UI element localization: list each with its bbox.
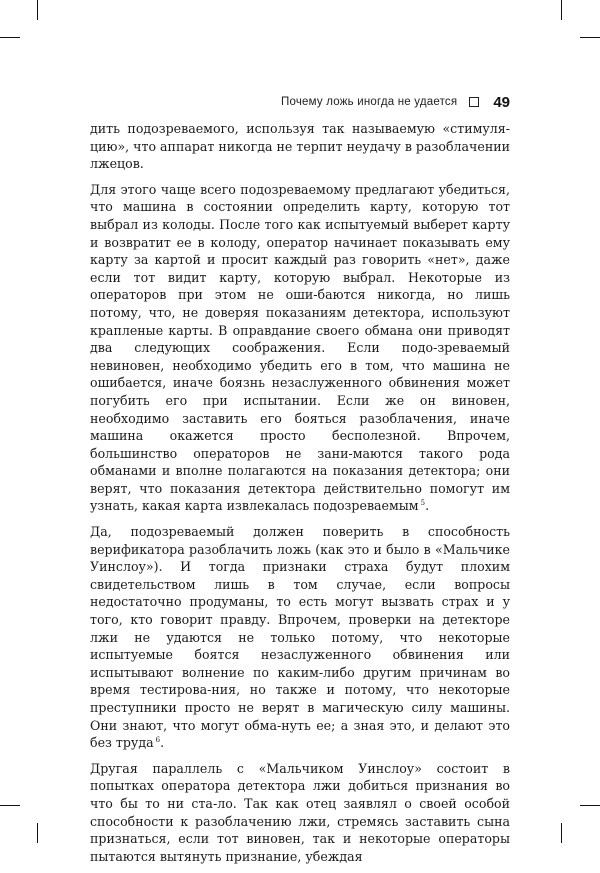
paragraph-text: Да, подозреваемый должен поверить в способность верификатора разоблачить ложь (как это и было в «Мальчике Уинслоу»). И тогда признаки страха будут плохим свидетельством лишь в том случае, если вопросы недостаточно продуманы, то есть могут вызвать страх и у того, кто говорит правду. Впрочем, проверки на детекторе лжи не удаются не только потому, что некоторые испытуемые боятся незаслуженного обвинения или испытывают волнение по каким-либо другим причинам во время тестирова-ния, но также и потому, что некоторые преступники просто не верят в магическую силу машины. Они знают, что могут обма-нуть ее; а зная это, и делают это без труда [90, 524, 510, 751]
paragraph-1 [90, 120, 510, 173]
crop-mark [0, 37, 20, 38]
crop-mark [0, 805, 20, 806]
body-text [90, 120, 510, 873]
paragraph-text: Для этого чаще всего подозреваемому предлагают убедиться, что машина в состоянии определить карту, которую тот выбрал из колоды. После того как испытуемый выберет карту и возвратит ее в колоду, оператор начинает показывать ему карту за картой и просит каждый раз говорить «нет», даже если тот видит карту, которую выбрал. Некоторые из операторов при этом не оши-баются никогда, но лишь потому, что, не доверяя показаниям детектора, используют крапленые карты. В оправдание своего обмана они приводят два следующих соображения. Если подо-зреваемый невиновен, необходимо убедить его в том, что машина не ошибается, иначе боязнь незаслуженного обвинения может погубить его при испытании. Если же он виновен, необходимо заставить его бояться разоблачения, иначе машина окажется просто бесполезной. Впрочем, большинство операторов не зани-маются такого рода обманами и вполне полагаются на показания детектора; они верят, что показания детектора действительно помогут им узнать, какая карта извлекалась подозреваемым [90, 181, 510, 514]
crop-mark [561, 823, 562, 843]
crop-mark [580, 37, 600, 38]
paragraph-3: Да, подозреваемый должен поверить в способность верификатора разоблачить ложь (как это и было в «Мальчике Уинслоу»). И тогда признаки страха будут плохим свидетельством лишь в том случае, если вопросы недостаточно продуманы, то есть могут вызвать страх и у того, кто говорит правду. Впрочем, проверки на детекторе лжи не удаются не только потому, что некоторые испытуемые боятся незаслуженного обвинения или испытывают волнение по каким-либо другим причинам во время тестирова-ния, но также и потому, что некоторые преступники просто не верят в магическую силу машины. Они знают, что могут обма-нуть ее; а зная это, и делают это без труда $^6$. [90, 524, 510, 751]
paragraph-2: Для этого чаще всего подозреваемому предлагают убедиться, что машина в состоянии определить карту, которую тот выбрал из колоды. После того как испытуемый выберет карту и возвратит ее в колоду, оператор начинает показывать ему карту за картой и просит каждый раз говорить «нет», даже если тот видит карту, которую выбрал. Некоторые из операторов при этом не оши-баются никогда, но лишь потому, что, не доверяя показаниям детектора, используют крапленые карты. В оправдание своего обмана они приводят два следующих соображения. Если подо-зреваемый невиновен, необходимо убедить его в том, что машина не ошибается, иначе боязнь незаслуженного обвинения может погубить его при испытании. Если же он виновен, необходимо заставить его бояться разоблачения, иначе машина окажется просто бесполезной. Впрочем, большинство операторов не зани-маются такого рода обманами и вполне полагаются на показания детектора; они верят, что показания детектора действительно помогут им узнать, какая карта извлекалась подозреваемым $^5$. [90, 181, 510, 514]
footnote-ref-5[interactable]: 5 [420, 499, 426, 508]
paragraph-4 [90, 760, 510, 866]
paragraph-text: Другая параллель с «Мальчиком Уинслоу» состоит в попытках оператора детектора лжи добиться признания во что бы то ни ста-ло. Так как отец заявлял о своей особой способности к разоблачению лжи, стремясь заставить сына признаться, если тот виновен, так и некоторые операторы пытаются вытянуть признание, убеждая [90, 760, 510, 864]
crop-mark [561, 0, 562, 20]
page-number: 49 [493, 93, 510, 111]
running-header [90, 92, 510, 112]
crop-mark [580, 805, 600, 806]
paragraph-text: дить подозреваемого, используя так называемую «стимуля-цию», что аппарат никогда не терпит неудачу в разоблачении лжецов. [90, 121, 511, 172]
running-title: Почему ложь иногда не удается [281, 96, 458, 108]
footnote-ref-6[interactable]: 6 [155, 736, 161, 744]
crop-mark [37, 0, 38, 20]
square-bullet-icon [469, 97, 479, 107]
crop-mark [37, 823, 38, 843]
